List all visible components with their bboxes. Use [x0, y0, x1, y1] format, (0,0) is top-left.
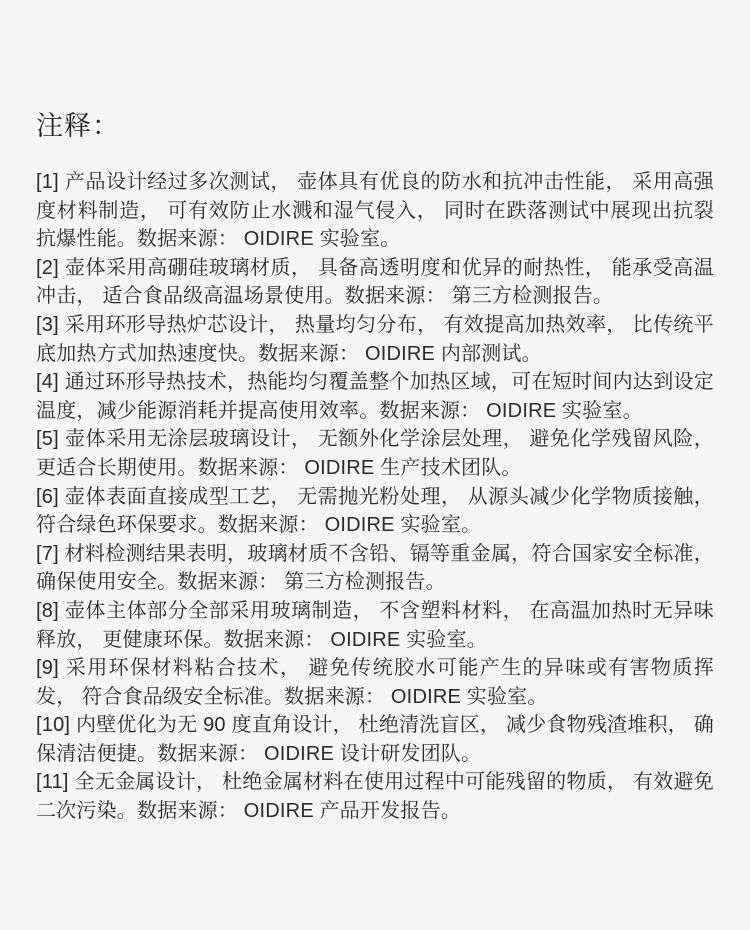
note-marker: [1] — [36, 171, 59, 193]
note-item — [36, 311, 714, 368]
note-text: 采用环形导热炉芯设计， 热量均匀分布， 有效提高加热效率， 比传统平底加热方式加热速度快。 — [36, 313, 714, 365]
page-title: 注释： — [36, 111, 120, 141]
notes-list — [36, 168, 714, 826]
note-source: 数据来源： OIDIRE 实验室。 — [223, 628, 487, 651]
note-text: 通过环形导热技术，热能均匀覆盖整个加热区域，可在短时间内达到设定温度，减少能源消耗并提高使用效率。 — [36, 371, 714, 422]
note-marker: [8] — [36, 599, 59, 622]
note-item — [36, 597, 714, 654]
note-marker: [9] — [36, 657, 59, 680]
note-source: 数据来源： OIDIRE 内部测试。 — [258, 342, 542, 365]
note-source: 数据来源： OIDIRE 设计研发团队。 — [157, 742, 482, 765]
note-item — [36, 711, 714, 768]
note-item — [36, 254, 714, 311]
note-text: 材料检测结果表明，玻璃材质不含铅、镉等重金属，符合国家安全标准，确保使用安全。 — [36, 542, 714, 594]
note-text: 壶体主体部分全部采用玻璃制造， 不含塑料材料， 在高温加热时无异味释放， 更健康环保。 — [36, 599, 714, 651]
note-marker: [10] — [36, 714, 71, 737]
note-source: 数据来源： OIDIRE 实验室。 — [379, 399, 643, 422]
note-marker: [6] — [36, 485, 59, 508]
note-item — [36, 540, 714, 597]
note-marker: [4] — [36, 371, 59, 394]
note-item — [36, 368, 714, 425]
note-marker: [7] — [36, 542, 59, 565]
note-source: 数据来源： 第三方检测报告。 — [344, 285, 614, 308]
note-source: 数据来源： 第三方检测报告。 — [177, 571, 446, 594]
note-text: 全无金属设计， 杜绝金属材料在使用过程中可能残留的物质， 有效避免二次污染。 — [36, 771, 714, 823]
note-source: 数据来源： OIDIRE 实验室。 — [217, 514, 482, 537]
note-text: 采用环保材料粘合技术， 避免传统胶水可能产生的异味或有害物质挥发， 符合食品级安全标准。 — [36, 657, 714, 708]
note-item — [36, 168, 714, 254]
note-text: 内壁优化为无 90 度直角设计， 杜绝清洗盲区， 减少食物残渣堆积， 确保清洁便捷。 — [36, 714, 714, 765]
note-text: 壶体表面直接成型工艺， 无需抛光粉处理， 从源头减少化学物质接触， 符合绿色环保要求。 — [36, 485, 714, 537]
note-item — [36, 654, 714, 711]
note-source: 数据来源： OIDIRE 实验室。 — [284, 685, 548, 708]
note-source: 数据来源： OIDIRE 实验室。 — [137, 228, 401, 251]
note-marker: [5] — [36, 428, 59, 451]
note-item — [36, 483, 714, 540]
note-item — [36, 425, 714, 482]
note-text: 产品设计经过多次测试， 壶体具有优良的防水和抗冲击性能， 采用高强度材料制造， 可有效防止水溅和湿气侵入， 同时在跌落测试中展现出抗裂抗爆性能。 — [36, 171, 714, 251]
note-text: 壶体采用高硼硅玻璃材质， 具备高透明度和优异的耐热性， 能承受高温冲击， 适合食品级高温场景使用。 — [36, 256, 714, 308]
note-text: 壶体采用无涂层玻璃设计， 无额外化学涂层处理， 避免化学残留风险， 更适合长期使用。 — [36, 428, 714, 479]
note-item — [36, 768, 714, 825]
note-marker: [11] — [36, 771, 69, 794]
note-marker: [3] — [36, 313, 59, 336]
note-source: 数据来源： OIDIRE 产品开发报告。 — [137, 800, 462, 823]
note-source: 数据来源： OIDIRE 生产技术团队。 — [197, 456, 522, 479]
note-marker: [2] — [36, 256, 59, 279]
